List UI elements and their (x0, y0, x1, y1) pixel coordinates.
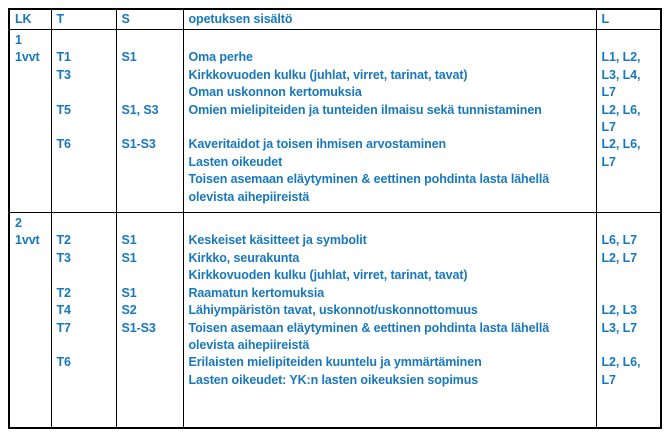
cell-objective-t: T3 (51, 67, 116, 84)
cell-content-area-s (116, 354, 183, 371)
cell-objective-t (51, 30, 116, 50)
cell-competence-l: L1, L2, (596, 49, 661, 66)
cell-content-area-s (116, 30, 183, 50)
table-row (9, 285, 661, 302)
cell-grade-lk: 1vvt (9, 232, 51, 249)
cell-grade-lk: 1 (9, 30, 51, 50)
cell-competence-l (596, 189, 661, 213)
header-row (9, 9, 661, 30)
table-row (9, 267, 661, 284)
cell-content-area-s: S1 (116, 49, 183, 66)
cell-grade-lk (9, 267, 51, 284)
cell-competence-l (596, 267, 661, 284)
table-row (9, 250, 661, 267)
table-row (9, 136, 661, 153)
table-section (9, 30, 661, 213)
cell-grade-lk (9, 102, 51, 119)
cell-competence-l: L2, L7 (596, 250, 661, 267)
cell-grade-lk (9, 354, 51, 371)
cell-content-area-s (116, 171, 183, 188)
cell-objective-t: T2 (51, 232, 116, 249)
cell-competence-l (596, 171, 661, 188)
table-row (9, 354, 661, 371)
cell-objective-t: T5 (51, 102, 116, 119)
table-row (9, 232, 661, 249)
cell-teaching-content: Raamatun kertomuksia (183, 285, 596, 302)
cell-objective-t: T6 (51, 136, 116, 153)
cell-competence-l: L3, L7 (596, 320, 661, 337)
cell-grade-lk (9, 136, 51, 153)
cell-content-area-s (116, 213, 183, 233)
cell-teaching-content: Lähiympäristön tavat, uskonnot/uskonnottomuus (183, 302, 596, 319)
table-header (9, 9, 661, 30)
header-competence-l: L (596, 9, 661, 30)
cell-content-area-s: S1-S3 (116, 320, 183, 337)
cell-grade-lk (9, 302, 51, 319)
cell-teaching-content (183, 213, 596, 233)
cell-teaching-content: Kirkko, seurakunta (183, 250, 596, 267)
cell-grade-lk (9, 337, 51, 354)
cell-competence-l (596, 30, 661, 50)
cell-teaching-content: Lasten oikeudet: YK:n lasten oikeuksien sopimus (183, 372, 596, 428)
table-row (9, 171, 661, 188)
header-teaching-content: opetuksen sisältö (183, 9, 596, 30)
cell-teaching-content (183, 30, 596, 50)
header-objective-t: T (51, 9, 116, 30)
table-row (9, 49, 661, 66)
cell-content-area-s: S1, S3 (116, 102, 183, 119)
cell-grade-lk (9, 171, 51, 188)
cell-teaching-content: Keskeiset käsitteet ja symbolit (183, 232, 596, 249)
cell-objective-t: T2 (51, 285, 116, 302)
cell-grade-lk (9, 84, 51, 101)
cell-content-area-s: S1 (116, 250, 183, 267)
table-row (9, 337, 661, 354)
cell-teaching-content: Kaveritaidot ja toisen ihmisen arvostaminen (183, 136, 596, 153)
table-row (9, 320, 661, 337)
cell-teaching-content: Kirkkovuoden kulku (juhlat, virret, tarinat, tavat) (183, 267, 596, 284)
table-row (9, 189, 661, 213)
cell-objective-t: T4 (51, 302, 116, 319)
cell-content-area-s (116, 67, 183, 84)
cell-competence-l: L7 (596, 372, 661, 428)
cell-objective-t: T1 (51, 49, 116, 66)
cell-grade-lk (9, 154, 51, 171)
cell-content-area-s (116, 84, 183, 101)
cell-objective-t (51, 154, 116, 171)
cell-content-area-s: S1 (116, 232, 183, 249)
cell-teaching-content: Omien mielipiteiden ja tunteiden ilmaisu sekä tunnistaminen (183, 102, 596, 119)
table-row (9, 30, 661, 50)
cell-grade-lk: 1vvt (9, 49, 51, 66)
cell-competence-l (596, 285, 661, 302)
cell-teaching-content: Oma perhe (183, 49, 596, 66)
cell-objective-t: T3 (51, 250, 116, 267)
cell-objective-t (51, 189, 116, 213)
cell-grade-lk (9, 250, 51, 267)
cell-teaching-content: Erilaisten mielipiteiden kuuntelu ja ymmärtäminen (183, 354, 596, 371)
cell-content-area-s: S1 (116, 285, 183, 302)
cell-content-area-s (116, 119, 183, 136)
cell-teaching-content: Oman uskonnon kertomuksia (183, 84, 596, 101)
cell-teaching-content: Toisen asemaan eläytyminen & eettinen pohdinta lasta lähellä (183, 320, 596, 337)
cell-grade-lk (9, 320, 51, 337)
header-content-area-s: S (116, 9, 183, 30)
header-grade-lk: LK (9, 9, 51, 30)
cell-content-area-s: S2 (116, 302, 183, 319)
cell-teaching-content: Kirkkovuoden kulku (juhlat, virret, tarinat, tavat) (183, 67, 596, 84)
cell-objective-t (51, 372, 116, 428)
cell-teaching-content: Lasten oikeudet (183, 154, 596, 171)
cell-competence-l (596, 213, 661, 233)
cell-competence-l: L7 (596, 119, 661, 136)
cell-teaching-content: olevista aihepiireistä (183, 337, 596, 354)
cell-grade-lk (9, 372, 51, 428)
cell-objective-t (51, 119, 116, 136)
table-row (9, 67, 661, 84)
cell-objective-t (51, 84, 116, 101)
cell-content-area-s (116, 154, 183, 171)
cell-content-area-s (116, 372, 183, 428)
cell-objective-t: T7 (51, 320, 116, 337)
cell-content-area-s (116, 189, 183, 213)
cell-objective-t (51, 213, 116, 233)
cell-grade-lk (9, 67, 51, 84)
cell-teaching-content: olevista aihepiireistä (183, 189, 596, 213)
cell-competence-l: L7 (596, 84, 661, 101)
cell-competence-l: L2, L6, (596, 354, 661, 371)
table-row (9, 119, 661, 136)
cell-grade-lk (9, 189, 51, 213)
cell-objective-t (51, 337, 116, 354)
table-row (9, 302, 661, 319)
table-section (9, 213, 661, 429)
table-row (9, 372, 661, 428)
cell-competence-l: L2, L3 (596, 302, 661, 319)
table-row (9, 154, 661, 171)
table-row (9, 84, 661, 101)
cell-grade-lk: 2 (9, 213, 51, 233)
curriculum-table (8, 8, 662, 429)
cell-teaching-content: Toisen asemaan eläytyminen & eettinen pohdinta lasta lähellä (183, 171, 596, 188)
cell-competence-l: L2, L6, (596, 102, 661, 119)
cell-competence-l (596, 337, 661, 354)
cell-teaching-content (183, 119, 596, 136)
table-row (9, 213, 661, 233)
table-row (9, 102, 661, 119)
cell-competence-l: L2, L6, (596, 136, 661, 153)
cell-content-area-s: S1-S3 (116, 136, 183, 153)
cell-competence-l: L6, L7 (596, 232, 661, 249)
cell-objective-t (51, 267, 116, 284)
cell-objective-t: T6 (51, 354, 116, 371)
cell-competence-l: L3, L4, (596, 67, 661, 84)
cell-competence-l: L7 (596, 154, 661, 171)
cell-grade-lk (9, 119, 51, 136)
cell-objective-t (51, 171, 116, 188)
cell-content-area-s (116, 337, 183, 354)
cell-content-area-s (116, 267, 183, 284)
cell-grade-lk (9, 285, 51, 302)
